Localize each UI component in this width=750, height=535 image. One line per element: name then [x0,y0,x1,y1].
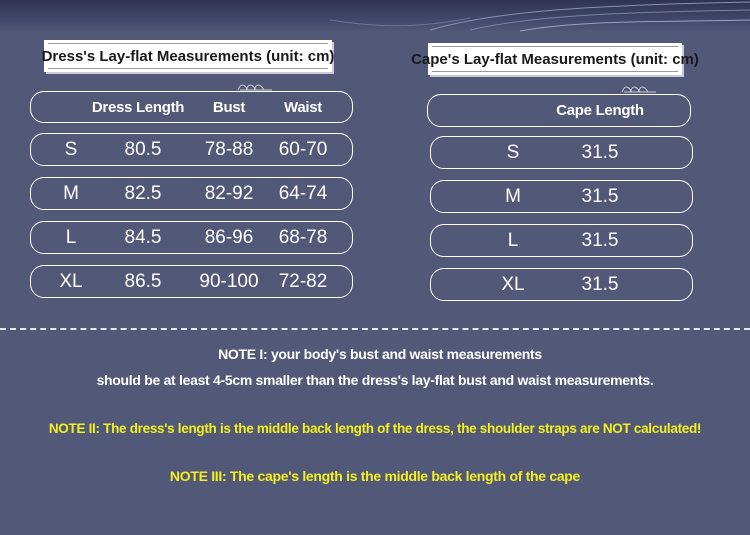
size-label: XL [501,273,525,295]
bust-value: 78-88 [204,138,254,160]
cape-length-value: 31.5 [581,185,619,207]
cape-length-value: 31.5 [581,273,619,295]
swirl-decoration [0,0,750,32]
cape-table-title [411,43,699,75]
cape-length-value: 31.5 [581,141,619,163]
size-label: L [65,226,77,248]
waist-value: 60-70 [278,138,328,160]
cape-row-s [430,136,693,169]
cape-title-text: Cape's Lay-flat Measurements (unit: cm) [411,50,699,68]
dress-length-value: 82.5 [124,182,162,204]
bust-value: 82-92 [204,182,254,204]
dress-length-value: 80.5 [124,138,162,160]
cape-length-value: 31.5 [581,229,619,251]
waist-header: Waist [284,98,322,116]
waist-value: 72-82 [278,270,328,292]
note-2: NOTE II: The dress's length is the middle back length of the dress, the shoulder straps are NOT calculated! [48,421,702,436]
size-label: XL [59,270,83,292]
bust-header: Bust [212,98,246,116]
dress-row-s [30,133,353,166]
dress-row-m [30,177,353,210]
dress-row-l [30,221,353,254]
bust-value: 86-96 [204,226,254,248]
size-label: M [505,185,521,207]
dress-table-title [41,40,335,72]
cape-row-l [430,224,693,257]
size-label: S [506,141,520,163]
dress-length-value: 84.5 [124,226,162,248]
note-3: NOTE III: The cape's length is the middle back length of the cape [169,468,581,484]
size-label: L [507,229,519,251]
dress-row-xl [30,265,353,298]
cape-header-row [427,94,691,127]
note-1-line-2: should be at least 4-5cm smaller than the dress's lay-flat bust and waist measurements. [96,372,654,388]
size-label: S [64,138,78,160]
decorative-top-band [0,0,750,32]
ornament-icon [620,80,660,94]
dress-length-header: Dress Length [91,98,185,116]
waist-value: 68-78 [278,226,328,248]
dress-title-text: Dress's Lay-flat Measurements (unit: cm) [41,47,335,65]
note-1-line-1: NOTE I: your body's bust and waist measurements [218,346,542,362]
dress-header-row [30,91,353,123]
cape-row-m [430,180,693,213]
cape-row-xl [430,268,693,301]
dashed-divider [0,328,750,330]
ornament-icon [236,78,276,92]
dress-length-value: 86.5 [124,270,162,292]
bust-value: 90-100 [199,270,259,292]
cape-length-header: Cape Length [556,102,644,119]
size-label: M [63,182,79,204]
waist-value: 64-74 [278,182,328,204]
